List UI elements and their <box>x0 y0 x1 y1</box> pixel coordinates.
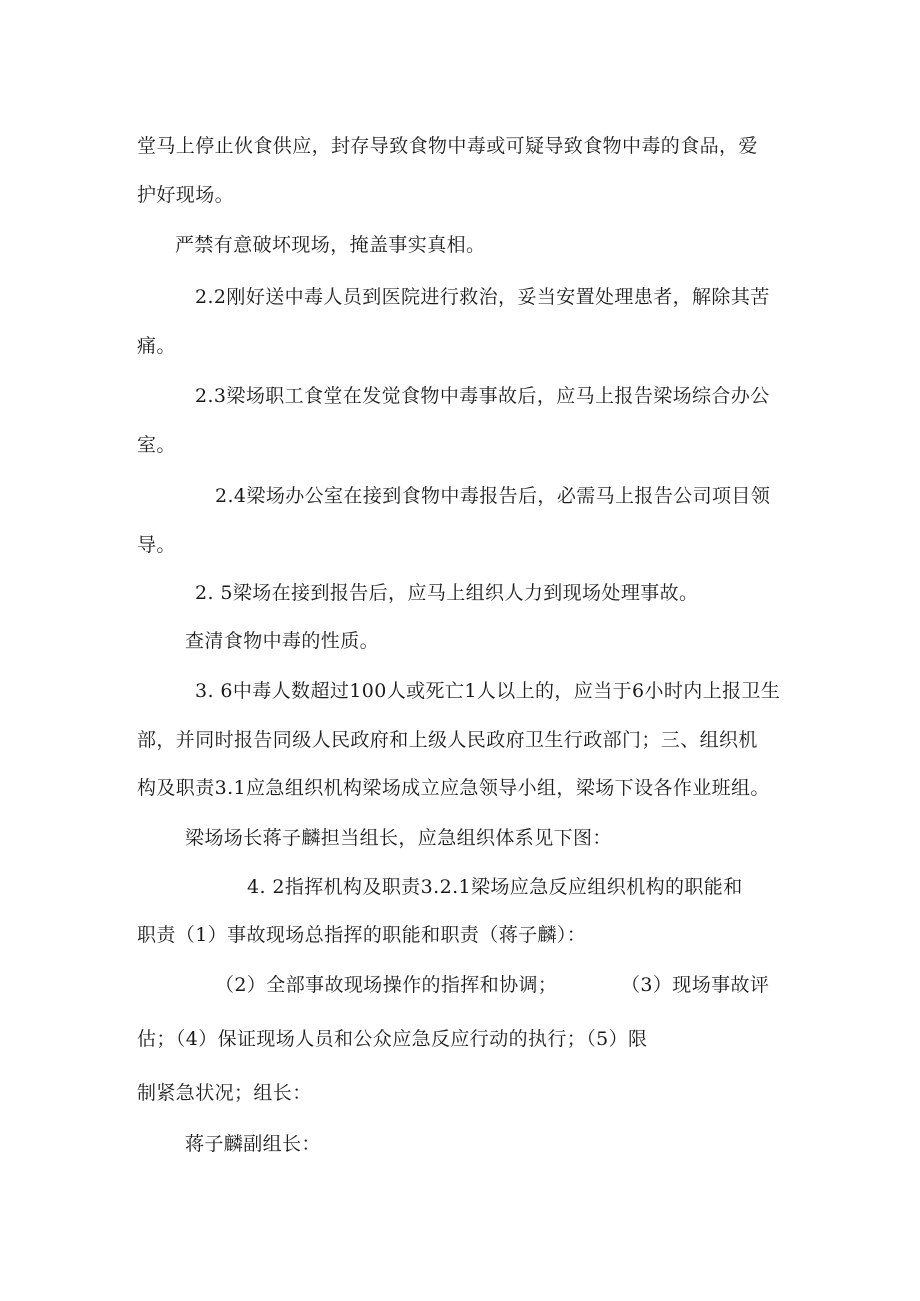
text-line: 蒋子麟副组长： <box>185 1133 321 1155</box>
text-line: 职责（1）事故现场总指挥的职能和职责（蒋子麟）： <box>137 924 587 946</box>
text-line: 导。 <box>137 534 176 556</box>
text-line: 护好现场。 <box>137 184 235 206</box>
text-line: 估；（4）保证现场人员和公众应急反应行动的执行；（5）限 <box>137 1028 648 1050</box>
text-line: 2.3梁场职工食堂在发觉食物中毒事故后，应马上报告梁场综合办公 <box>195 385 770 407</box>
text-line: 制紧急状况；组长： <box>137 1082 312 1104</box>
text-line: 2. 5梁场在接到报告后，应马上组织人力到现场处理事故。 <box>195 582 699 604</box>
text-line: 构及职责3.1应急组织机构梁场成立应急领导小组，梁场下设各作业班组。 <box>137 777 770 799</box>
text-line: 严禁有意破坏现场，掩盖事实真相。 <box>175 234 486 256</box>
text-line: 部，并同时报告同级人民政府和上级人民政府卫生行政部门；三、组织机 <box>137 729 758 751</box>
text-line: 2.4梁场办公室在接到食物中毒报告后，必需马上报告公司项目领 <box>215 485 771 507</box>
text-line: 痛。 <box>137 335 176 357</box>
text-line: （2）全部事故现场操作的指挥和协调； <box>215 974 558 996</box>
text-line: （3）现场事故评 <box>621 974 770 996</box>
text-line: 梁场场长蒋子麟担当组长，应急组织体系见下图： <box>185 827 612 849</box>
text-line: 4. 2指挥机构及职责3.2.1梁场应急反应组织机构的职能和 <box>247 876 743 898</box>
text-line: 2.2刚好送中毒人员到医院进行救治，妥当安置处理患者，解除其苦 <box>195 286 770 308</box>
text-line: 3. 6中毒人数超过100人或死亡1人以上的，应当于6小时内上报卫生 <box>195 680 781 702</box>
text-line: 室。 <box>137 434 176 456</box>
text-line: 堂马上停止伙食供应，封存导致食物中毒或可疑导致食物中毒的食品，爱 <box>137 135 758 157</box>
text-line: 查清食物中毒的性质。 <box>185 630 380 652</box>
